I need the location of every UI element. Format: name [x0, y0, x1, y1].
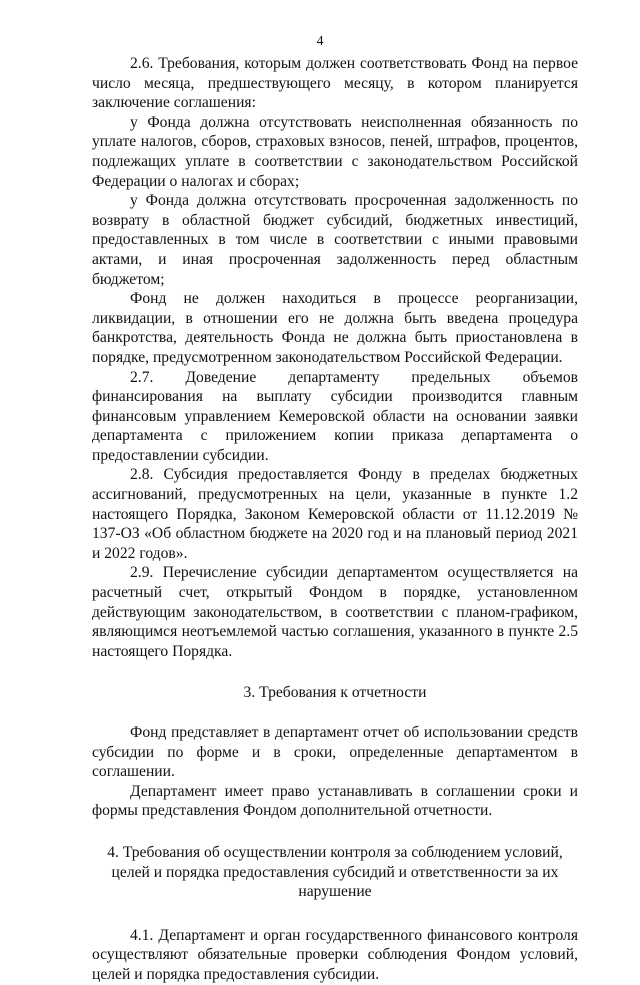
paragraph-no-tax-debt: у Фонда должна отсутствовать неисполненная обязанность по уплате налогов, сборов, страховых взносов, пеней, штрафов, процентов, подлежащих уплате в соответствии с законодательством Российской Федерации о налогах и сборах; — [92, 113, 578, 190]
paragraph-3-report: Фонд представляет в департамент отчет об использовании средств субсидии по форме и в сроки, определенные департаментом в соглашении. — [92, 724, 578, 781]
paragraph-2-8: 2.8. Субсидия предоставляется Фонду в пределах бюджетных ассигнований, предусмотренных на цели, указанные в пункте 1.2 настоящего Порядка, Законом Кемеровской области от 11.12.2019 № 137-ОЗ «Об областном бюджете на 2020 год и на плановый период 2021 и 2022 годов». — [92, 466, 578, 562]
paragraph-2-9: 2.9. Перечисление субсидии департаментом осуществляется на расчетный счет, открытый Фондом в порядке, установленном действующим законодательством, в соответствии с планом-графиком, являющимся неотъемлемой частью соглашения, указанного в пункте 2.5 настоящего Порядка. — [92, 564, 578, 660]
paragraph-2-6: 2.6. Требования, которым должен соответствовать Фонд на первое число месяца, предшествующего месяцу, в котором планируется заключение соглашения: — [92, 55, 578, 112]
page-number: 4 — [316, 34, 324, 49]
paragraph-2-7: 2.7. Доведение департаменту предельных объемов финансирования на выплату субсидии производится главным финансовым управлением Кемеровской области на основании заявки департамента с приложением копии приказа департамента о предоставлении субсидии. — [92, 368, 578, 464]
paragraph-no-overdue-debt: у Фонда должна отсутствовать просроченная задолженность по возврату в областной бюджет субсидий, бюджетных инвестиций, предоставленных в том числе в соответствии с иными правовыми актами, и иная просроченная задолженность перед областным бюджетом; — [92, 192, 578, 288]
paragraph-4-1: 4.1. Департамент и орган государственного финансового контроля осуществляют обязательные проверки соблюдения Фондом условий, целей и порядка предоставления субсидии. — [92, 926, 578, 983]
document-body — [92, 54, 578, 985]
paragraph-3-additional: Департамент имеет право устанавливать в соглашении сроки и формы представления Фондом дополнительной отчетности. — [92, 782, 578, 820]
section-4-heading: 4. Требования об осуществлении контроля за соблюдением условий, целей и порядка предоставления субсидий и ответственности за их нарушение — [107, 843, 563, 901]
section-3-heading: 3. Требования к отчетности — [243, 684, 427, 702]
paragraph-no-reorganization: Фонд не должен находиться в процессе реорганизации, ликвидации, в отношении его не должна быть введена процедура банкротства, деятельность Фонда не должна быть приостановлена в порядке, предусмотренном законодательством Российской Федерации. — [92, 290, 578, 366]
